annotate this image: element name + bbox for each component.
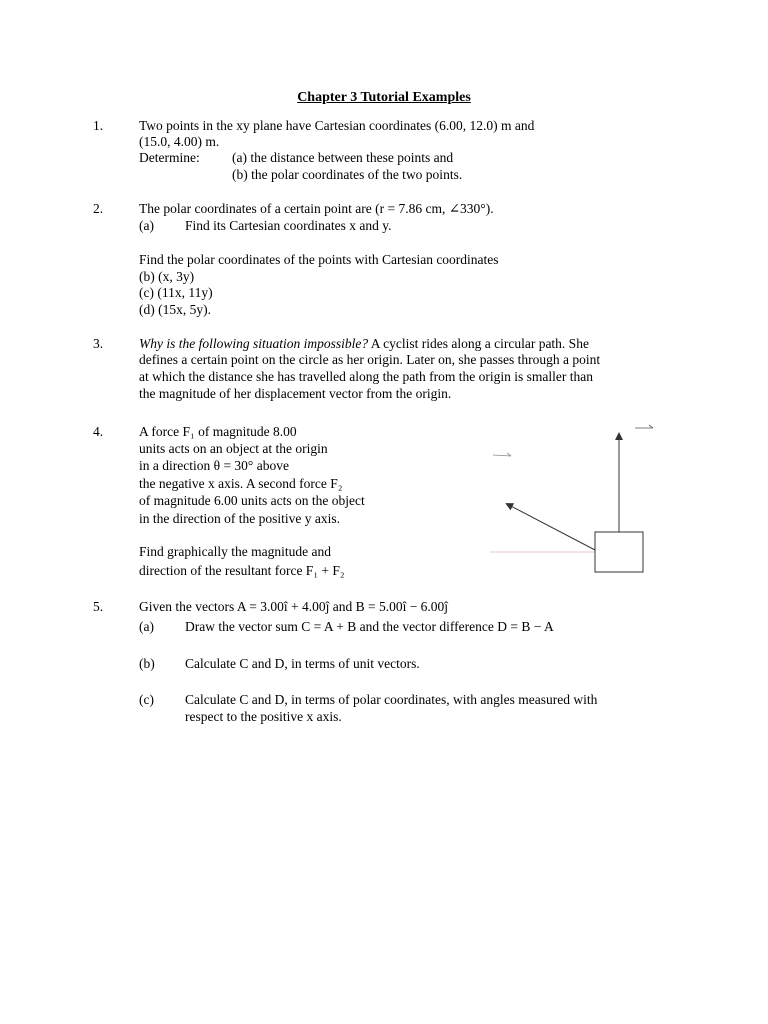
q5-part-c-text-1: Calculate C and D, in terms of polar coordinates, with angles measured with bbox=[185, 692, 598, 707]
question-number: 2. bbox=[93, 201, 104, 216]
q5-part-b-text: Calculate C and D, in terms of unit vectors. bbox=[185, 656, 420, 671]
q3-line-2: defines a certain point on the circle as her origin. Later on, she passes through a point bbox=[139, 352, 601, 367]
q4-line-1: A force F₁ of magnitude 8.00 bbox=[139, 424, 297, 439]
q4-line-7: Find graphically the magnitude and bbox=[139, 544, 331, 559]
q4-line-3: in a direction θ = 30° above bbox=[139, 458, 289, 473]
q5-part-a-label: (a) bbox=[139, 619, 154, 634]
q5-part-c-text-2: respect to the positive x axis. bbox=[185, 709, 342, 724]
q3-italic-lead: Why is the following situation impossible? bbox=[139, 336, 369, 351]
q2-line-1: The polar coordinates of a certain point are (r = 7.86 cm, ∠330°). bbox=[139, 201, 494, 216]
q2-part-a-label: (a) bbox=[139, 218, 154, 233]
small-arrow-mark bbox=[493, 455, 511, 456]
q4-line-5: of magnitude 6.00 units acts on the object bbox=[139, 493, 365, 508]
page-title: Chapter 3 Tutorial Examples bbox=[297, 90, 471, 105]
question-number: 5. bbox=[93, 599, 104, 614]
q2-line-2: Find the polar coordinates of the points with Cartesian coordinates bbox=[139, 252, 499, 267]
q5-part-c-label: (c) bbox=[139, 692, 154, 707]
question-number: 3. bbox=[93, 336, 104, 351]
q5-part-a-text: Draw the vector sum C = A + B and the vector difference D = B − A bbox=[185, 619, 554, 634]
q2-part-c: (c) (11x, 11y) bbox=[139, 285, 213, 300]
force-diagram bbox=[485, 418, 675, 578]
q1-line-1: Two points in the xy plane have Cartesian coordinates (6.00, 12.0) m and bbox=[139, 118, 535, 133]
q4-line-4: the negative x axis. A second force F₂ bbox=[139, 476, 343, 491]
force-f1-arrow bbox=[507, 504, 595, 550]
q1-part-b: (b) the polar coordinates of the two points. bbox=[232, 167, 463, 182]
q4-line-8: direction of the resultant force F₁ + F₂ bbox=[139, 563, 345, 578]
q3-line-4: the magnitude of her displacement vector from the origin. bbox=[139, 386, 452, 401]
q2-part-d: (d) (15x, 5y). bbox=[139, 302, 211, 317]
q2-part-b: (b) (x, 3y) bbox=[139, 269, 195, 284]
q1-determine-label: Determine: bbox=[139, 150, 200, 165]
q2-part-a-text: Find its Cartesian coordinates x and y. bbox=[185, 218, 392, 233]
object-box bbox=[595, 532, 643, 572]
q4-line-6: in the direction of the positive y axis. bbox=[139, 511, 340, 526]
q5-line-1: Given the vectors A = 3.00î + 4.00ĵ and B = 5.00î − 6.00ĵ bbox=[139, 599, 449, 614]
question-number: 1. bbox=[93, 118, 104, 133]
q5-part-b-label: (b) bbox=[139, 656, 155, 671]
q4-line-2: units acts on an object at the origin bbox=[139, 441, 328, 456]
question-number: 4. bbox=[93, 424, 104, 439]
q1-part-a: (a) the distance between these points and bbox=[232, 150, 454, 165]
q3-line-3: at which the distance she has travelled along the path from the origin is smaller than bbox=[139, 369, 593, 384]
q3-line-1-rest: A cyclist rides along a circular path. She bbox=[368, 336, 589, 351]
small-arrow-mark bbox=[649, 425, 653, 428]
q3-line-1 bbox=[139, 335, 589, 352]
q1-line-2: (15.0, 4.00) m. bbox=[139, 134, 220, 149]
